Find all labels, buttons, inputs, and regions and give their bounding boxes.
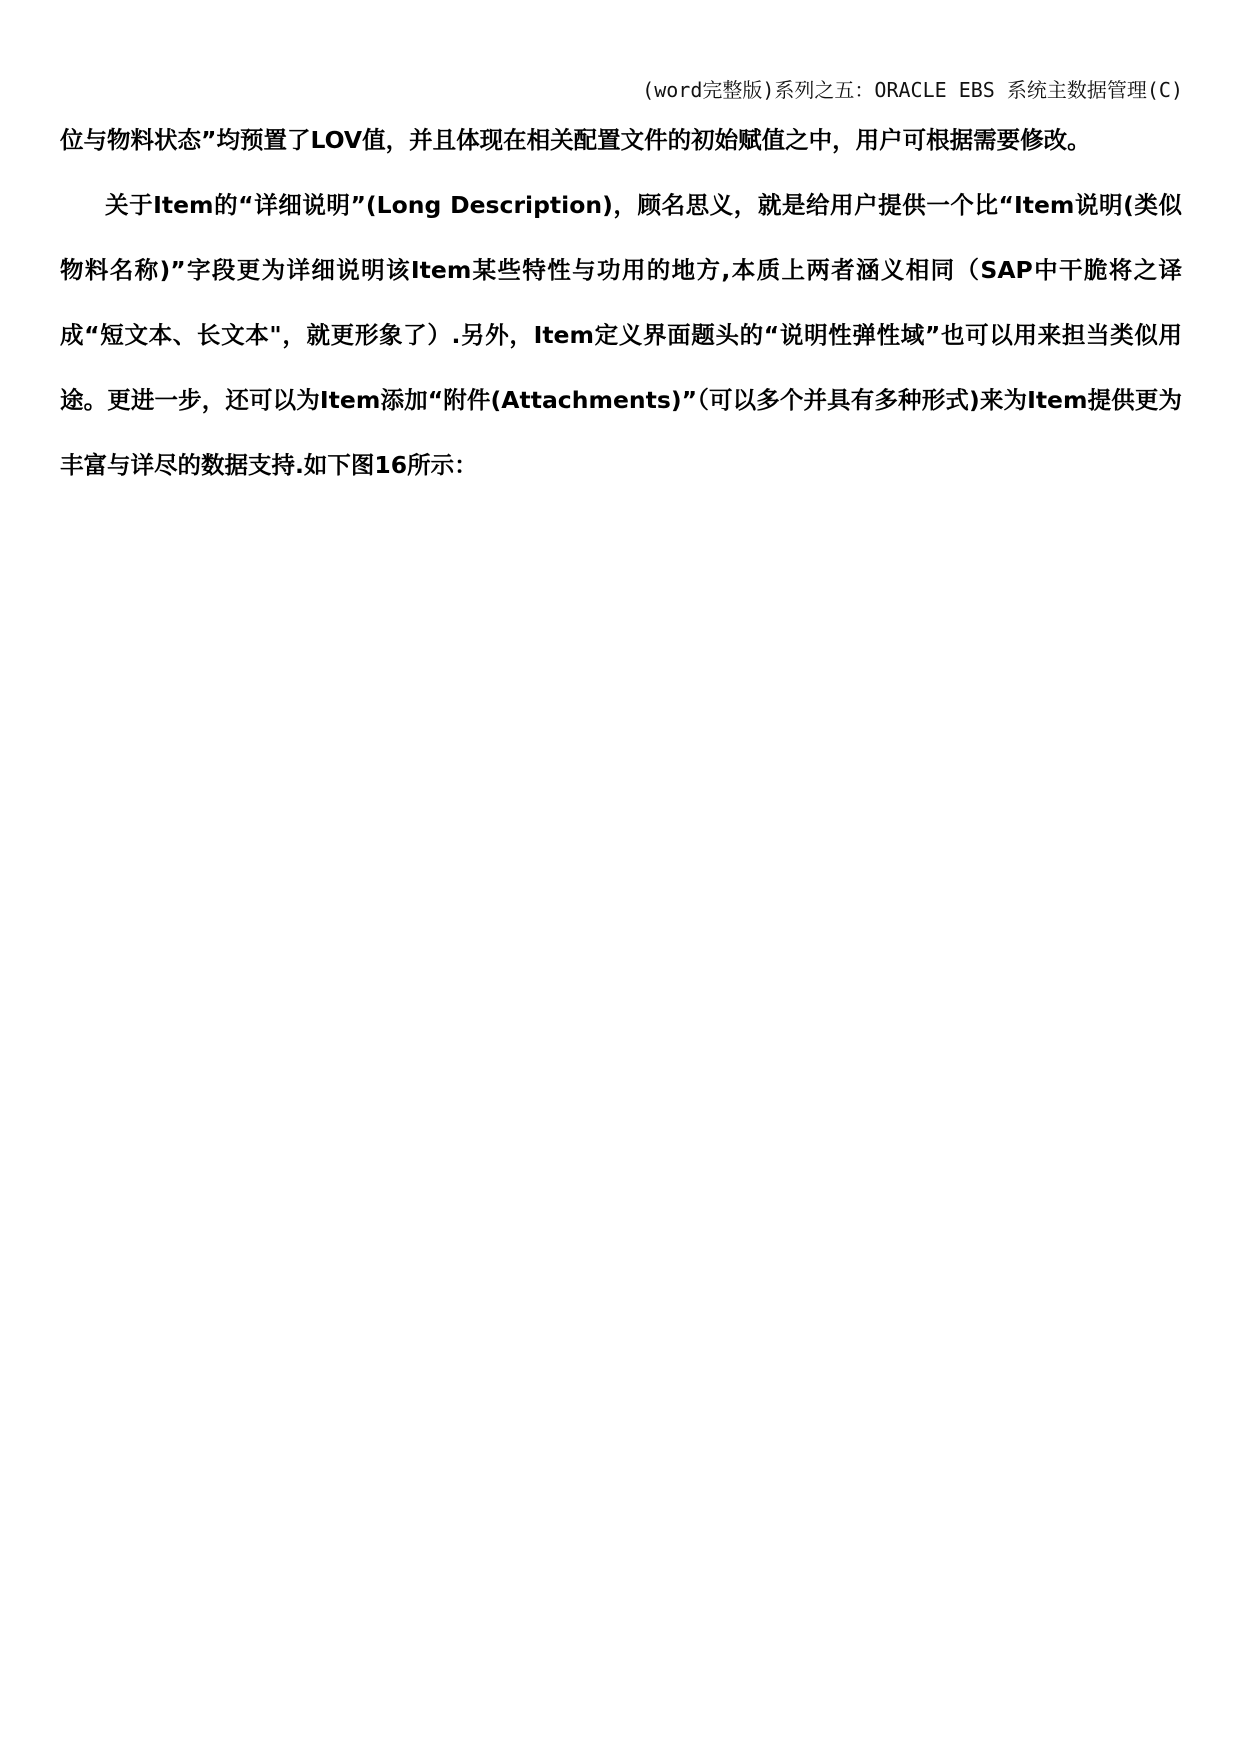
running-header: (word完整版)系列之五：ORACLE EBS 系统主数据管理(C): [642, 78, 1183, 102]
paragraph-continued: 位与物料状态”均预置了LOV值，并且体现在相关配置文件的初始赋值之中，用户可根据需要修改。: [60, 126, 1091, 154]
paragraph-long-description: 关于Item的“详细说明”(Long Description)，顾名思义，就是给用户提供一个比“Item说明(类似物料名称)”字段更为详细说明该Item某些特性与功用的地方,本质上两者涵义相同（SAP中干脆将之译成“短文本、长文本"，就更形象了）.另外，Item定义界面题头的“说明性弹性域”也可以用来担当类似用途。更进一步，还可以为Item添加“附件(Attachments)”（可以多个并具有多种形式)来为Item提供更为丰富与详尽的数据支持.如下图16所示：: [60, 191, 1182, 479]
body-text: [60, 108, 1182, 498]
